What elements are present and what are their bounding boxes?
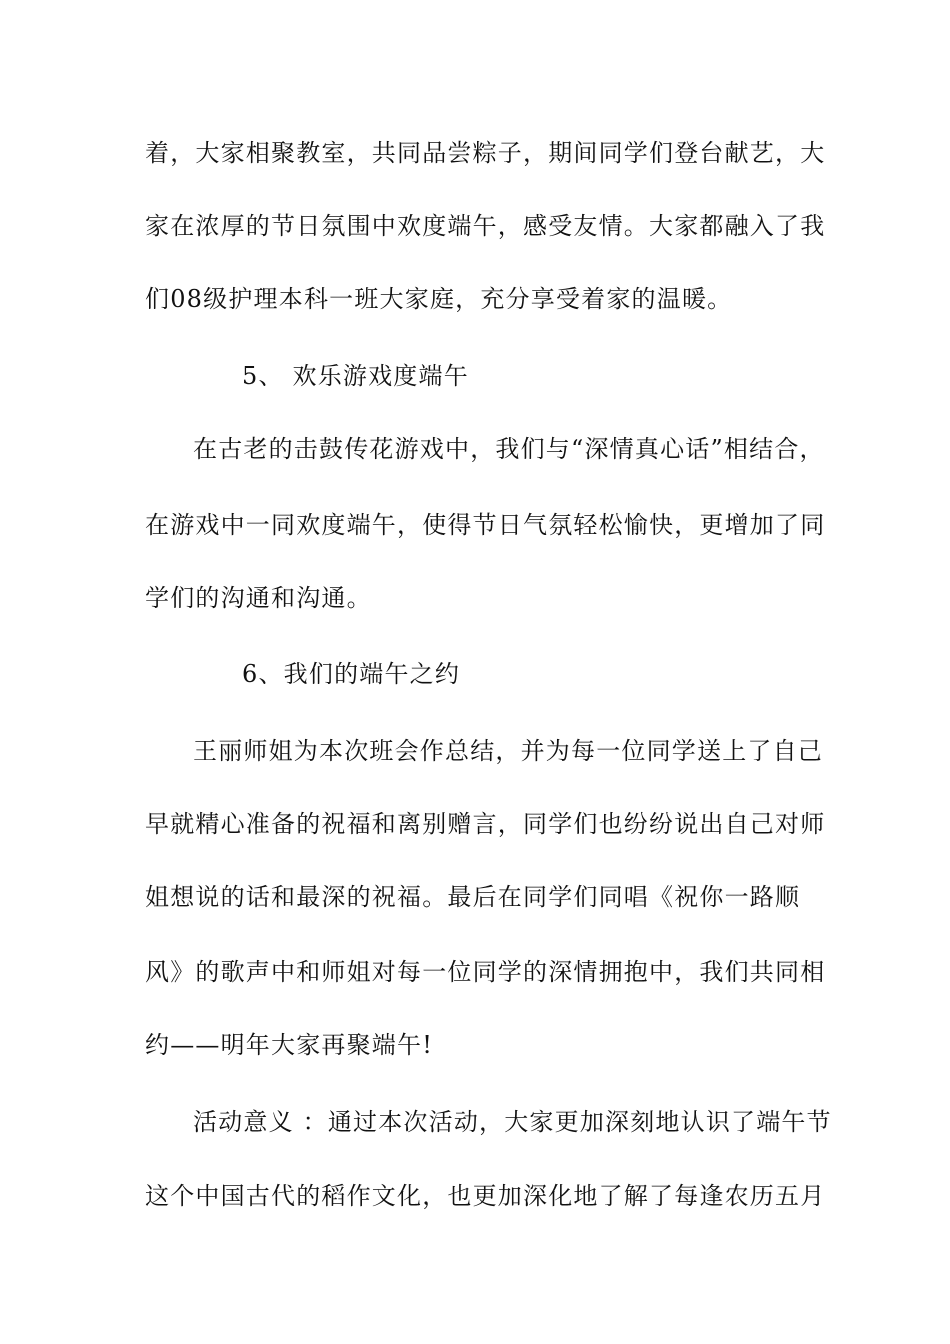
paragraph-line: 风》的歌声中和师姐对每一位同学的深情拥抱中，我们共同相: [145, 958, 826, 986]
paragraph-line: 们08级护理本科一班大家庭，充分享受着家的温暖。: [145, 285, 733, 313]
paragraph-line: 约——明年大家再聚端午!: [145, 1031, 434, 1059]
paragraph-line: 家在浓厚的节日氛围中欢度端午，感受友情。大家都融入了我: [145, 212, 826, 240]
paragraph-line: 在古老的击鼓传花游戏中，我们与“深情真心话”相结合，: [193, 435, 825, 463]
paragraph-line: 这个中国古代的稻作文化，也更加深化地了解了每逢农历五月: [145, 1182, 826, 1210]
section-heading: 6、我们的端午之约: [242, 660, 461, 688]
paragraph-line: 王丽师姐为本次班会作总结，并为每一位同学送上了自己: [193, 737, 823, 765]
paragraph-line: 学们的沟通和沟通。: [145, 584, 372, 612]
section-heading: 5、 欢乐游戏度端午: [242, 362, 469, 390]
paragraph-line: 早就精心准备的祝福和离别赠言，同学们也纷纷说出自己对师: [145, 810, 826, 838]
paragraph-line: 活动意义 ：通过本次活动，大家更加深刻地认识了端午节: [193, 1108, 832, 1136]
paragraph-line: 着，大家相聚教室，共同品尝粽子，期间同学们登台献艺，大: [145, 139, 826, 167]
paragraph-line: 在游戏中一同欢度端午，使得节日气氛轻松愉快，更增加了同: [145, 511, 826, 539]
paragraph-line: 姐想说的话和最深的祝福。最后在同学们同唱《祝你一路顺: [145, 883, 801, 911]
